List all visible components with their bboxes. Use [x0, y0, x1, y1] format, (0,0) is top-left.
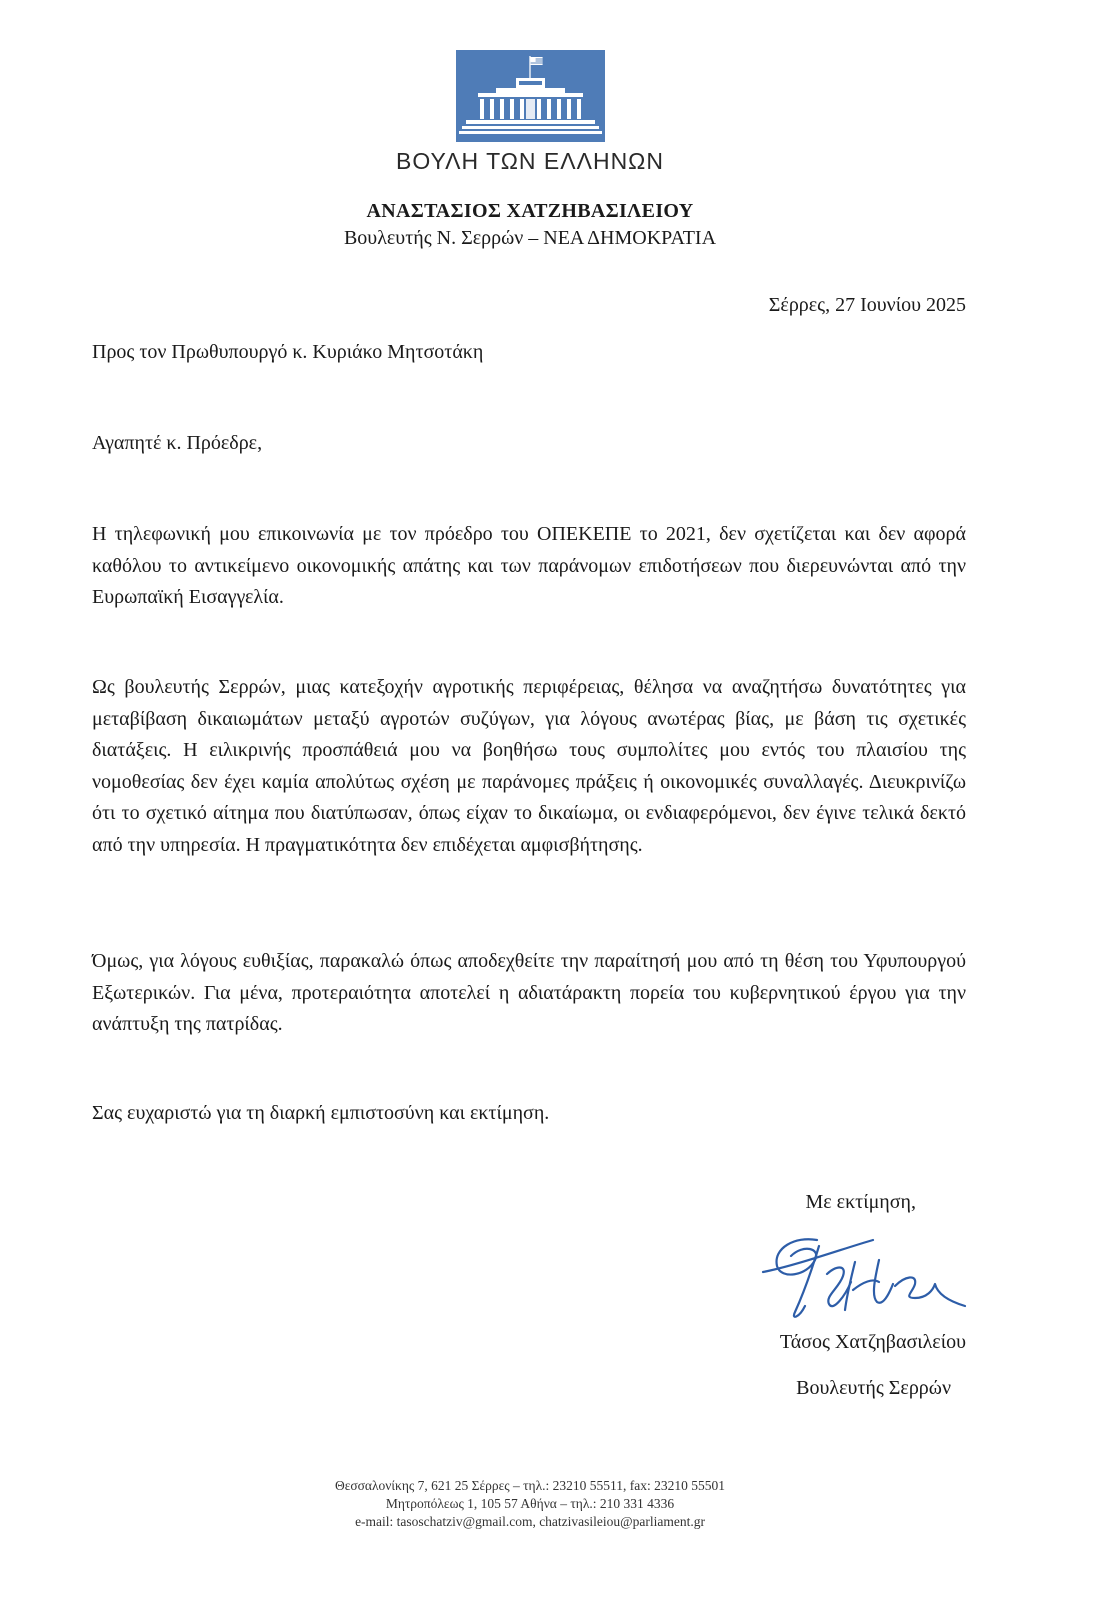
signer-name: Τάσος Χατζηβασιλείου: [779, 1331, 966, 1353]
greek-parliament-building-icon: [456, 50, 605, 142]
closing: Με εκτίμηση,: [805, 1191, 916, 1213]
signer-role: Βουλευτής Σερρών: [796, 1377, 951, 1399]
paragraph-2: Ως βουλευτής Σερρών, μιας κατεξοχήν αγροτικής περιφέρειας, θέλησα να αναζητήσω δυνατότητες για μεταβίβαση δικαιωμάτων μεταξύ αγροτών συζύγων, για λόγους ανωτέρας βίας, με βάση τις σχετικές διατάξεις. Η ειλικρινής προσπάθειά μου να βοηθήσω τους συμπολίτες μου εντός του πλαισίου της νομοθεσίας δεν έχει καμία απολύτως σχέση με παράνομες πράξεις ή οικονομικές συναλλαγές. Διευκρινίζω ότι το σχετικό αίτημα που διατύπωσαν, όπως είχαν το δικαίωμα, οι ενδιαφερόμενοι, δεν έγινε τελικά δεκτό από την υπηρεσία. Η πραγματικότητα δεν επιδέχεται αμφισβήτησης.: [92, 676, 966, 856]
institution-name: ΒΟΥΛΗ ΤΩΝ ΕΛΛΗΝΩΝ: [396, 148, 664, 174]
handwritten-signature: [755, 1226, 970, 1328]
footer-address-serres: Θεσσαλονίκης 7, 621 25 Σέρρες – τηλ.: 23210 55511, fax: 23210 55501: [334, 1478, 726, 1493]
footer-address-athens: Μητροπόλεως 1, 105 57 Αθήνα – τηλ.: 210 331 4336: [385, 1496, 675, 1511]
letter-date: Σέρρες, 27 Ιουνίου 2025: [768, 294, 966, 316]
salutation: Αγαπητέ κ. Πρόεδρε,: [92, 432, 263, 454]
recipient: Προς τον Πρωθυπουργό κ. Κυριάκο Μητσοτάκη: [92, 341, 484, 363]
paragraph-3: Όμως, για λόγους ευθιξίας, παρακαλώ όπως αποδεχθείτε την παραίτησή μου από τη θέση του Υφυπουργού Εξωτερικών. Για μένα, προτεραιότητα αποτελεί η αδιατάρακτη πορεία του κυβερνητικού έργου για την ανάπτυξη της πατρίδας.: [92, 950, 966, 1035]
footer-email: e-mail: tasoschatziv@gmail.com, chatzivasileiou@parliament.gr: [355, 1514, 705, 1529]
paragraph-4: Σας ευχαριστώ για τη διαρκή εμπιστοσύνη και εκτίμηση.: [92, 1102, 550, 1124]
mp-role: Βουλευτής Ν. Σερρών – ΝΕΑ ΔΗΜΟΚΡΑΤΙΑ: [343, 227, 717, 249]
paragraph-1: Η τηλεφωνική μου επικοινωνία με τον πρόεδρο του ΟΠΕΚΕΠΕ το 2021, δεν σχετίζεται και δεν αφορά καθόλου το αντικείμενο οικονομικής απάτης και των παράνομων επιδοτήσεων που διερευνώνται από την Ευρωπαϊκή Εισαγγελία.: [92, 523, 966, 608]
mp-name: ΑΝΑΣΤΑΣΙΟΣ ΧΑΤΖΗΒΑΣΙΛΕΙΟΥ: [366, 200, 694, 222]
